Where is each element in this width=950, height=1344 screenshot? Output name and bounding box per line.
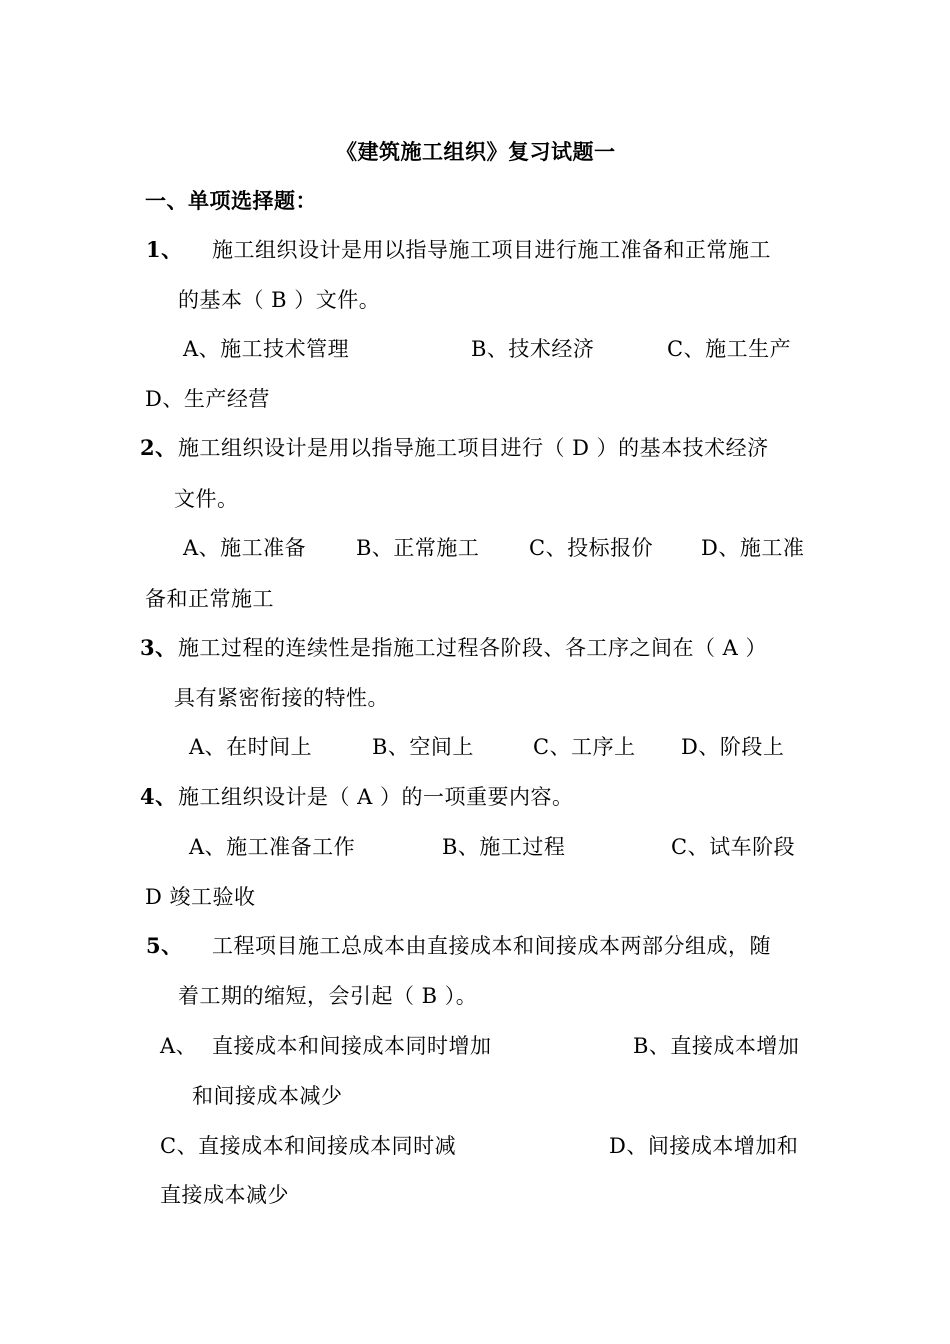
question-2-text-line1: 施工组织设计是用以指导施工项目进行（ D ）的基本技术经济: [178, 436, 769, 460]
question-2-option-d: D、施工准: [701, 536, 805, 560]
question-4-option-a: A、施工准备工作: [189, 835, 356, 859]
question-2-option-a: A、施工准备: [183, 536, 307, 560]
question-1-option-c: C、施工生产: [667, 337, 792, 361]
question-3-option-a: A、在时间上: [189, 735, 313, 759]
document-title: 《建筑施工组织》复习试题一: [336, 139, 616, 164]
question-5-option-b: B、直接成本增加: [633, 1034, 800, 1058]
question-2-text-line2: 文件。: [174, 487, 239, 511]
question-3-text-line1: 施工过程的连续性是指施工过程各阶段、各工序之间在（ A ）: [178, 636, 768, 660]
question-3-option-b: B、空间上: [372, 735, 474, 759]
question-2-option-b: B、正常施工: [356, 536, 480, 560]
question-5-text-line2: 着工期的缩短，会引起（ B ）。: [178, 984, 478, 1008]
question-5-option-d-cont: 直接成本减少: [160, 1183, 289, 1207]
question-4-text-line1: 施工组织设计是（ A ）的一项重要内容。: [178, 785, 574, 809]
question-3-number: 3、: [140, 635, 177, 660]
section-heading: 一、单项选择题：: [145, 188, 317, 213]
question-2-option-d-cont: 备和正常施工: [145, 587, 274, 611]
question-4-option-d: D 竣工验收: [145, 885, 256, 909]
question-5-number: 5、: [146, 933, 183, 958]
question-1-number: 1、: [146, 237, 183, 262]
question-3-option-c: C、工序上: [533, 735, 636, 759]
question-5-option-d: D、间接成本增加和: [609, 1134, 799, 1158]
question-5-option-a: 直接成本和间接成本同时增加: [212, 1034, 492, 1058]
question-5-option-b-cont: 和间接成本减少: [192, 1084, 343, 1108]
question-1-option-a: A、施工技术管理: [183, 337, 350, 361]
question-4-option-b: B、施工过程: [442, 835, 566, 859]
question-3-text-line2: 具有紧密衔接的特性。: [174, 686, 389, 710]
question-3-option-d: D、阶段上: [681, 735, 785, 759]
question-2-number: 2、: [140, 435, 177, 460]
question-4-number: 4、: [140, 784, 177, 809]
question-5-option-c: C、直接成本和间接成本同时减: [160, 1134, 457, 1158]
question-1-option-d: D、生产经营: [145, 387, 270, 411]
question-1-text-line2: 的基本（ B ）文件。: [178, 288, 381, 312]
question-1-text-line1: 施工组织设计是用以指导施工项目进行施工准备和正常施工: [212, 238, 771, 262]
question-4-option-c: C、试车阶段: [671, 835, 796, 859]
question-5-text-line1: 工程项目施工总成本由直接成本和间接成本两部分组成，随: [212, 934, 771, 958]
question-5-option-a-label: A、: [160, 1034, 198, 1058]
question-2-option-c: C、投标报价: [529, 536, 654, 560]
question-1-option-b: B、技术经济: [471, 337, 595, 361]
